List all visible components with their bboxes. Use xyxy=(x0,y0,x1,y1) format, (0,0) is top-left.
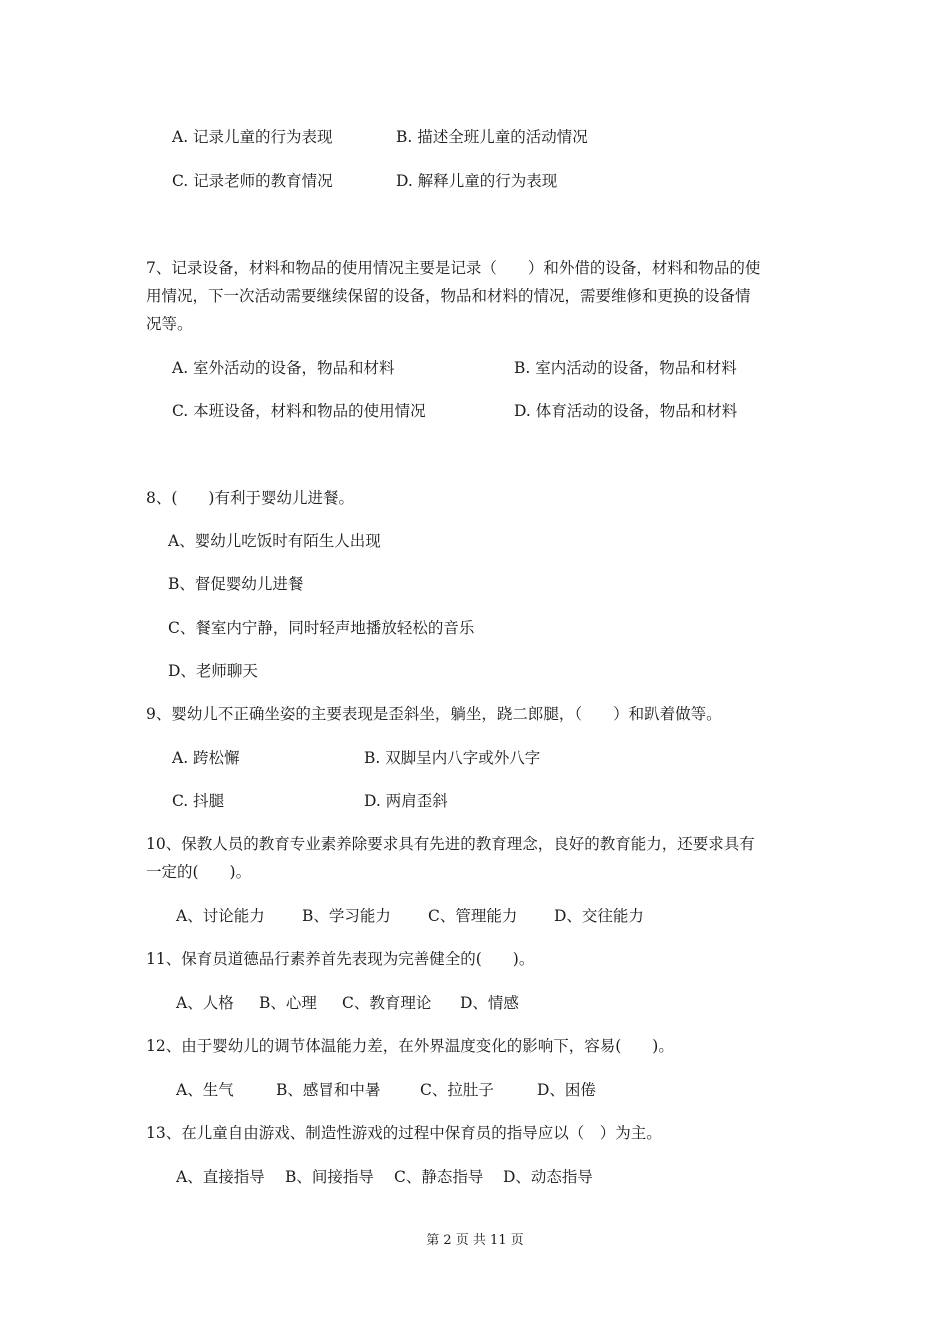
q12-option-a: A、生气 xyxy=(176,1081,234,1099)
q9-option-b: B. 双脚呈内八字或外八字 xyxy=(364,749,541,767)
q12-option-b: B、感冒和中暑 xyxy=(276,1081,381,1099)
q13-option-b: B、间接指导 xyxy=(285,1168,374,1186)
q8-option-b: B、督促婴幼儿进餐 xyxy=(168,575,304,593)
q10-option-a: A、讨论能力 xyxy=(176,907,265,925)
q12-stem: 12、由于婴幼儿的调节体温能力差，在外界温度变化的影响下，容易( )。 xyxy=(146,1037,674,1055)
q10-stem-line-1: 10、保教人员的教育专业素养除要求具有先进的教育理念，良好的教育能力，还要求具有 xyxy=(146,835,755,853)
q8-stem: 8、( )有利于婴幼儿进餐。 xyxy=(146,489,354,507)
q8-option-d: D、老师聊天 xyxy=(168,662,258,680)
q9-stem: 9、婴幼儿不正确坐姿的主要表现是歪斜坐，躺坐，跷二郎腿，（ ）和趴着做等。 xyxy=(146,705,722,723)
q11-option-b: B、心理 xyxy=(259,994,317,1012)
q7-stem-line-3: 况等。 xyxy=(146,315,193,333)
q7-option-c: C. 本班设备，材料和物品的使用情况 xyxy=(172,402,426,420)
q6-option-a: A. 记录儿童的行为表现 xyxy=(172,128,333,146)
q13-option-a: A、直接指导 xyxy=(176,1168,265,1186)
q6-option-b: B. 描述全班儿童的活动情况 xyxy=(396,128,588,146)
q7-stem-line-2: 用情况，下一次活动需要继续保留的设备，物品和材料的情况，需要维修和更换的设备情 xyxy=(146,287,751,305)
q11-option-d: D、情感 xyxy=(460,994,519,1012)
q12-option-c: C、拉肚子 xyxy=(420,1081,494,1099)
q6-option-d: D. 解释儿童的行为表现 xyxy=(396,172,558,190)
page-footer: 第 2 页 共 11 页 xyxy=(426,1233,524,1248)
q8-option-c: C、餐室内宁静，同时轻声地播放轻松的音乐 xyxy=(168,619,475,637)
q11-option-c: C、教育理论 xyxy=(342,994,432,1012)
q7-option-a: A. 室外活动的设备，物品和材料 xyxy=(172,359,395,377)
q7-option-b: B. 室内活动的设备，物品和材料 xyxy=(514,359,737,377)
q7-option-d: D. 体育活动的设备，物品和材料 xyxy=(514,402,738,420)
q11-stem: 11、保育员道德品行素养首先表现为完善健全的( )。 xyxy=(146,950,535,968)
q12-option-d: D、困倦 xyxy=(537,1081,596,1099)
q9-option-d: D. 两肩歪斜 xyxy=(364,792,448,810)
q11-option-a: A、人格 xyxy=(176,994,234,1012)
q9-option-c: C. 抖腿 xyxy=(172,792,225,810)
q13-stem: 13、在儿童自由游戏、制造性游戏的过程中保育员的指导应以（ ）为主。 xyxy=(146,1124,662,1142)
q13-option-d: D、动态指导 xyxy=(503,1168,593,1186)
q10-option-b: B、学习能力 xyxy=(302,907,391,925)
q10-option-c: C、管理能力 xyxy=(428,907,518,925)
q13-option-c: C、静态指导 xyxy=(394,1168,484,1186)
q10-stem-line-2: 一定的( )。 xyxy=(146,863,252,881)
q9-option-a: A. 跨松懈 xyxy=(172,749,240,767)
q7-stem-line-1: 7、记录设备，材料和物品的使用情况主要是记录（ ）和外借的设备，材料和物品的使 xyxy=(146,259,761,277)
q10-option-d: D、交往能力 xyxy=(554,907,644,925)
q6-option-c: C. 记录老师的教育情况 xyxy=(172,172,333,190)
q8-option-a: A、婴幼儿吃饭时有陌生人出现 xyxy=(168,532,381,550)
